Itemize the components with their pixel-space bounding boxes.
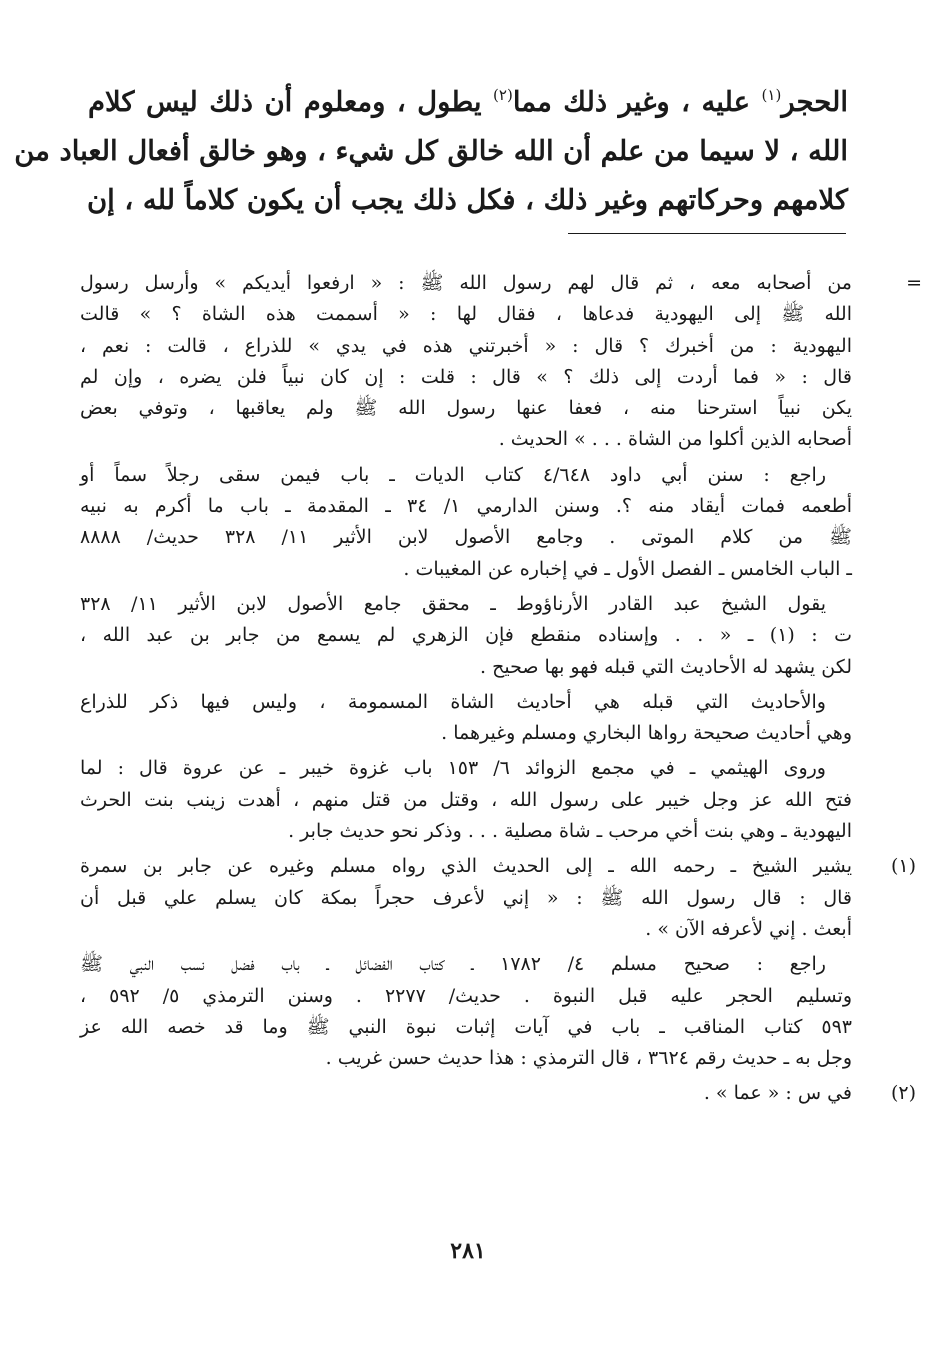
footnote-line: قال : « فما أردت إلى ذلك ؟ » قال : قلت : إن كان نبياً فلن يضره ، وإن لم <box>80 365 852 388</box>
continuation-marker: = <box>906 272 922 294</box>
footnote-paragraph-arnaut <box>80 589 852 683</box>
main-text <box>14 78 849 225</box>
main-text-segment: يطول ، ومعلوم أن ذلك ليس كلام <box>88 86 494 118</box>
main-text-segment: عليه ، وغير ذلك مما <box>512 86 762 118</box>
footnote-line: يكن نبياً استرحنا منه ، فعفا عنها رسول الله ﷺ ولم يعاقبها ، وتوفي بعض <box>80 397 852 420</box>
main-text-segment: الحجر <box>781 86 849 118</box>
footnote-line: في س : « عما » . <box>703 1082 852 1105</box>
footnote-line: من أصحابه معه ، ثم قال لهم رسول الله ﷺ : « ارفعوا أيديكم » وأرسل رسول <box>80 272 852 294</box>
footnote-line: لكن يشهد له الأحاديث التي قبله فهو بها صحيح . <box>480 655 852 678</box>
footnote-1-marker: (١) <box>890 855 916 878</box>
footnote-separator <box>568 233 846 234</box>
page-number: ٢٨١ <box>450 1238 486 1264</box>
footnote-line: وجل به ـ حديث رقم ٣٦٢٤ ، قال الترمذي : هذا حديث حسن غريب . <box>325 1047 852 1070</box>
footnote-line: فتح الله عز وجل خيبر على رسول الله ، وقتل من قتل منهم ، أهدت زينب بنت الحرث <box>80 788 852 811</box>
footnote-2-marker: (٢) <box>890 1082 916 1105</box>
footnote-paragraph-haythami <box>80 753 852 847</box>
main-text-line-1 <box>88 78 848 127</box>
footnote-line: ـ الباب الخامس ـ الفصل الأول ـ في إخباره عن المغيبات . <box>403 557 852 580</box>
footnote-line: يشير الشيخ ـ رحمه الله ـ إلى الحديث الذي رواه مسلم وغيره عن جابر بن سمرة <box>80 855 852 878</box>
footnote-1-raji <box>80 949 852 1074</box>
footnote-line: اليهودية ـ وهي بنت أخي مرحب ـ شاة مصلية . . . وذكر نحو حديث جابر . <box>288 820 852 843</box>
footnote-line: ٥٩٣ كتاب المناقب ـ باب في آيات إثبات نبوة النبي ﷺ وما قد خصه الله عز <box>80 1015 852 1038</box>
footnote-ref-1[interactable]: (١) <box>761 86 782 104</box>
footnote-paragraph-raji <box>80 460 852 585</box>
footnote-line: أصحابه الذين أكلوا من الشاة . . . » الحديث . <box>498 428 852 451</box>
footnote-line: ﷺ من كلام الموتى . وجامع الأصول لابن الأثير ١١/ ٣٢٨ حديث/ ٨٨٨٨ <box>80 526 852 549</box>
footnote-2 <box>80 1078 916 1109</box>
main-text-line-3: كلامهم وحركاتهم وغير ذلك ، فكل ذلك يجب أن يكون كلاماً لله ، إن <box>86 184 848 216</box>
footnote-line: والأحاديث التي قبله هي أحاديث الشاة المسمومة ، وليس فيها ذكر للذراع <box>80 690 826 713</box>
footnote-line: قال : قال رسول الله ﷺ : « إني لأعرف حجراً بمكة كان يسلم علي قبل أن <box>80 886 852 909</box>
footnote-line: وهي أحاديث صحيحة رواها البخاري ومسلم وغيرهما . <box>441 722 852 745</box>
footnote-continuation <box>80 268 922 456</box>
footnote-line: وتسليم الحجر عليه قبل النبوة . حديث/ ٢٢٧٧ . وسنن الترمذي ٥/ ٥٩٢ ، <box>80 984 853 1007</box>
footnote-line: يقول الشيخ عبد القادر الأرناؤوط ـ محقق جامع الأصول لابن الأثير ١١/ ٣٢٨ <box>80 592 826 615</box>
footnote-line: راجع : صحيح مسلم ٤/ ١٧٨٢ ـ كتاب الفضائل ـ باب فضل نسب النبي ﷺ <box>80 953 826 976</box>
main-text-line-2: الله ، لا سيما من علم أن الله خالق كل شيء ، وهو خالق أفعال العباد من <box>14 135 848 167</box>
footnote-line: ت : (١) ـ « . . وإسناده منقطع فإن الزهري لم يسمع من جابر بن عبد الله ، <box>80 624 852 647</box>
footnote-line: راجع : سنن أبي داود ٤/٦٤٨ كتاب الديات ـ باب فيمن سقى رجلاً سماً أو <box>80 463 826 486</box>
footnote-paragraph-ahadith <box>80 687 852 750</box>
footnote-line: الله ﷺ إلى اليهودية فدعاها ، فقال لها : « أسممت هذه الشاة ؟ » قالت <box>80 303 852 326</box>
footnotes-area <box>80 268 922 1114</box>
footnote-ref-2[interactable]: (٢) <box>493 86 513 104</box>
footnote-1 <box>80 851 916 945</box>
footnote-line: اليهودية : من أخبرك ؟ قال : « أخبرتني هذه في يدي » للذراع ، قالت : نعم ، <box>80 334 852 357</box>
footnote-line: أبعث . إني لأعرفه الآن » . <box>645 917 852 940</box>
footnote-line: وروى الهيثمي ـ في مجمع الزوائد ٦/ ١٥٣ باب غزوة خيبر ـ عن عروة قال : لما <box>80 757 826 780</box>
footnote-line: أطعمه فمات أيقاد منه ؟. وسنن الدارمي ١/ ٣٤ ـ المقدمة ـ باب ما أكرم به نبيه <box>80 495 852 518</box>
